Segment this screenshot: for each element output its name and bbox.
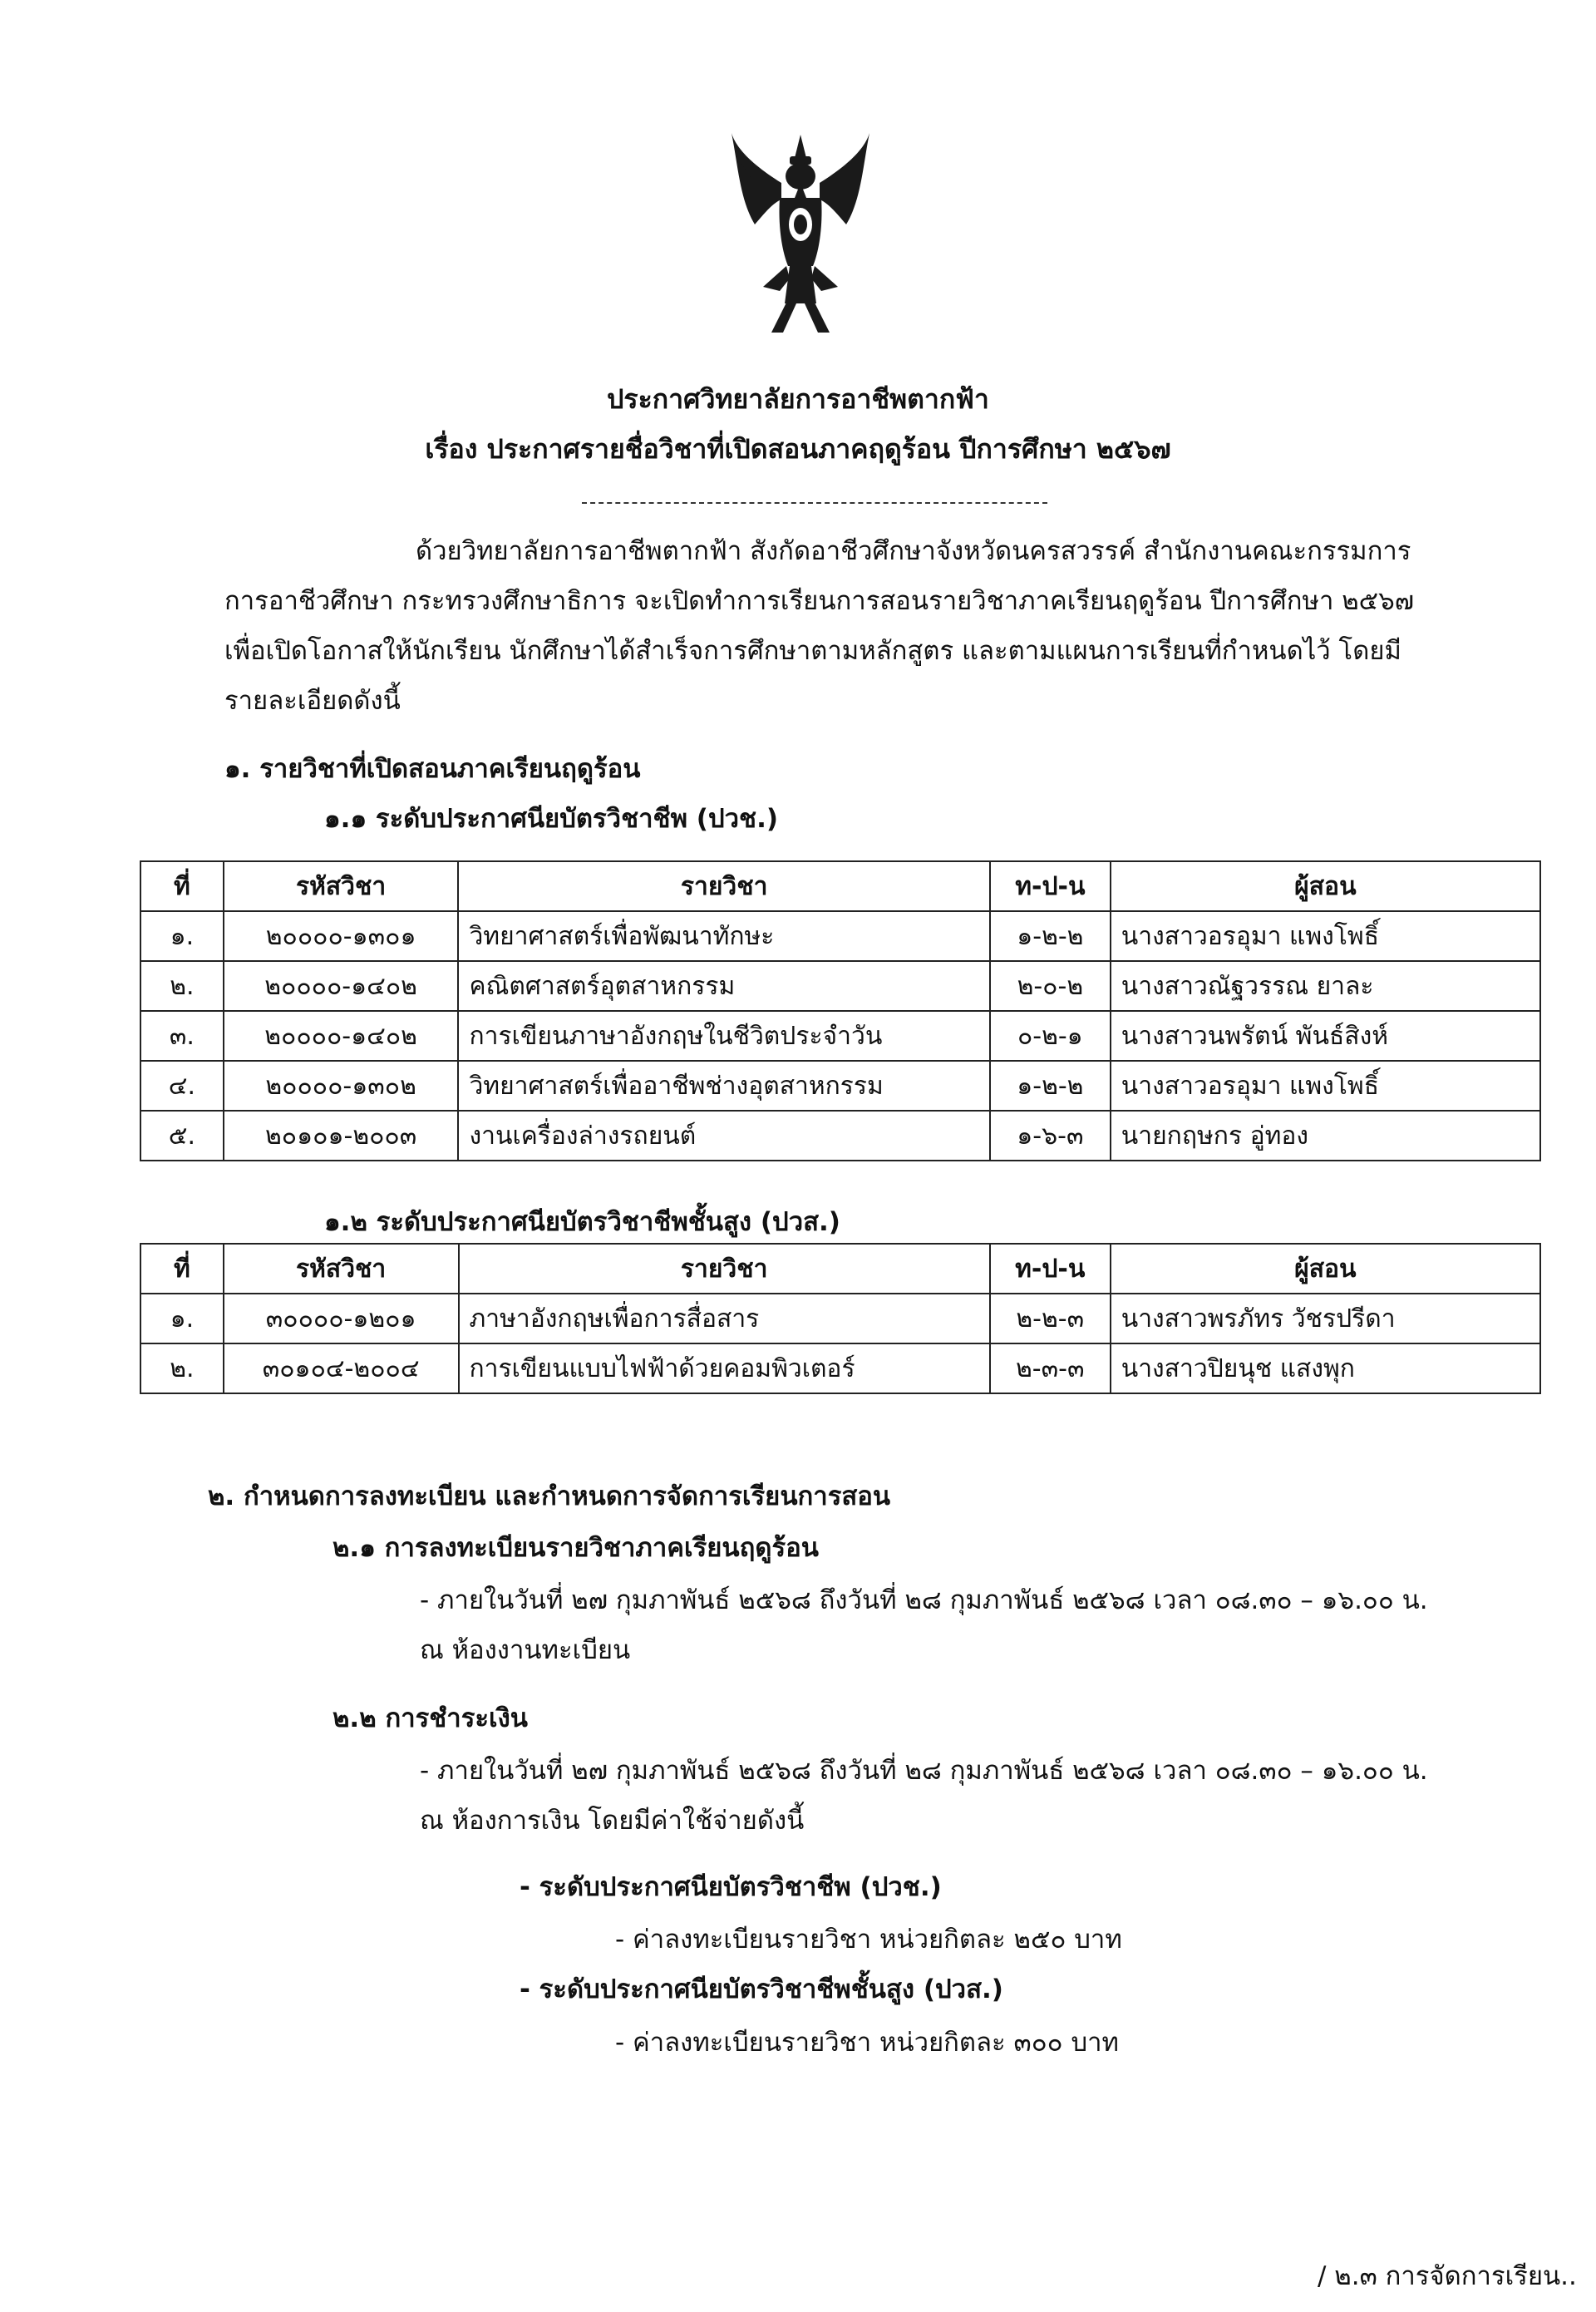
- cell-teacher: นายกฤษกร อู่ทอง: [1111, 1111, 1540, 1161]
- cell-no: ๑.: [140, 911, 224, 961]
- col-subject: รายวิชา: [459, 1244, 990, 1294]
- cell-no: ๑.: [140, 1294, 224, 1343]
- section1-sub1-heading: ๑.๑ ระดับประกาศนียบัตรวิชาชีพ (ปวช.): [324, 804, 779, 834]
- fee-level-vocational: - ระดับประกาศนียบัตรวิชาชีพ (ปวช.): [520, 1872, 942, 1902]
- continued-next-page: / ๒.๓ การจัดการเรียน..: [1318, 2261, 1577, 2291]
- cell-credits: ๒-๓-๓: [990, 1343, 1111, 1393]
- cell-subject: คณิตศาสตร์อุตสาหกรรม: [458, 961, 989, 1011]
- col-credits: ท-ป-น: [990, 861, 1111, 911]
- table-header-row: [140, 861, 1540, 911]
- intro-line-3: เพื่อเปิดโอกาสให้นักเรียน นักศึกษาได้สำเร็จการศึกษาตามหลักสูตร และตามแผนการเรียนที่กำหนดไว้ โดยมี: [224, 636, 1401, 666]
- table-vocational-certificate: [140, 860, 1541, 1161]
- cell-no: ๒.: [140, 1343, 224, 1393]
- section1-sub2-heading: ๑.๒ ระดับประกาศนียบัตรวิชาชีพชั้นสูง (ปวส.): [324, 1207, 840, 1237]
- section2-sub1-heading: ๒.๑ การลงทะเบียนรายวิชาภาคเรียนฤดูร้อน: [332, 1533, 819, 1563]
- cell-subject: วิทยาศาสตร์เพื่อพัฒนาทักษะ: [458, 911, 989, 961]
- registration-location: ณ ห้องงานทะเบียน: [420, 1635, 631, 1665]
- cell-no: ๕.: [140, 1111, 224, 1161]
- garuda-emblem: [730, 133, 871, 337]
- col-credits: ท-ป-น: [990, 1244, 1111, 1294]
- cell-credits: ๐-๒-๑: [990, 1011, 1111, 1061]
- intro-line-4: รายละเอียดดังนี้: [224, 686, 401, 716]
- cell-teacher: นางสาวณัฐวรรณ ยาละ: [1111, 961, 1540, 1011]
- fee-level-higher-vocational: - ระดับประกาศนียบัตรวิชาชีพชั้นสูง (ปวส.): [520, 1974, 1003, 2004]
- cell-code: ๒๐๐๐๐-๑๔๐๒: [224, 1011, 459, 1061]
- fee-detail-vocational: - ค่าลงทะเบียนรายวิชา หน่วยกิตละ ๒๕๐ บาท: [615, 1925, 1122, 1955]
- cell-credits: ๑-๖-๓: [990, 1111, 1111, 1161]
- cell-teacher: นางสาวปิยนุช แสงพุก: [1111, 1343, 1540, 1393]
- cell-teacher: นางสาวพรภัทร วัชรปรีดา: [1111, 1294, 1540, 1343]
- col-teacher: ผู้สอน: [1111, 861, 1540, 911]
- cell-credits: ๑-๒-๒: [990, 911, 1111, 961]
- table-higher-vocational-certificate: [140, 1243, 1541, 1394]
- cell-credits: ๑-๒-๒: [990, 1061, 1111, 1111]
- announcement-title: ประกาศวิทยาลัยการอาชีพตากฟ้า: [607, 383, 989, 415]
- intro-line-1: ด้วยวิทยาลัยการอาชีพตากฟ้า สังกัดอาชีวศึกษาจังหวัดนครสวรรค์ สำนักงานคณะกรรมการ: [416, 536, 1411, 566]
- col-no: ที่: [140, 1244, 224, 1294]
- section2-heading: ๒. กำหนดการลงทะเบียน และกำหนดการจัดการเรียนการสอน: [208, 1481, 891, 1511]
- cell-subject: วิทยาศาสตร์เพื่ออาชีพช่างอุตสาหกรรม: [458, 1061, 989, 1111]
- registration-date-line: - ภายในวันที่ ๒๗ กุมภาพันธ์ ๒๕๖๘ ถึงวันที่ ๒๘ กุมภาพันธ์ ๒๕๖๘ เวลา ๐๘.๓๐ – ๑๖.๐๐ น.: [420, 1585, 1428, 1615]
- table-row: [140, 961, 1540, 1011]
- col-no: ที่: [140, 861, 224, 911]
- cell-credits: ๒-๒-๓: [990, 1294, 1111, 1343]
- cell-code: ๒๐๐๐๐-๑๓๐๒: [224, 1061, 459, 1111]
- col-subject: รายวิชา: [458, 861, 989, 911]
- table-row: [140, 1294, 1540, 1343]
- cell-teacher: นางสาวอรอุมา แพงโพธิ์: [1111, 1061, 1540, 1111]
- table-header-row: [140, 1244, 1540, 1294]
- cell-no: ๔.: [140, 1061, 224, 1111]
- intro-line-2: การอาชีวศึกษา กระทรวงศึกษาธิการ จะเปิดทำการเรียนการสอนรายวิชาภาคเรียนฤดูร้อน ปีการศึกษา ๒๕๖๗: [224, 586, 1415, 616]
- cell-subject: การเขียนภาษาอังกฤษในชีวิตประจำวัน: [458, 1011, 989, 1061]
- table-row: [140, 1061, 1540, 1111]
- payment-location: ณ ห้องการเงิน โดยมีค่าใช้จ่ายดังนี้: [420, 1806, 805, 1836]
- cell-code: ๓๐๐๐๐-๑๒๐๑: [224, 1294, 459, 1343]
- col-code: รหัสวิชา: [224, 1244, 459, 1294]
- cell-teacher: นางสาวนพรัตน์ พันธ์สิงห์: [1111, 1011, 1540, 1061]
- cell-credits: ๒-๐-๒: [990, 961, 1111, 1011]
- fee-detail-higher-vocational: - ค่าลงทะเบียนรายวิชา หน่วยกิตละ ๓๐๐ บาท: [615, 2028, 1119, 2058]
- title-divider: [582, 502, 1047, 504]
- section2-sub2-heading: ๒.๒ การชำระเงิน: [332, 1703, 528, 1733]
- cell-code: ๓๐๑๐๔-๒๐๐๔: [224, 1343, 459, 1393]
- cell-teacher: นางสาวอรอุมา แพงโพธิ์: [1111, 911, 1540, 961]
- cell-code: ๒๐๑๐๑-๒๐๐๓: [224, 1111, 459, 1161]
- col-code: รหัสวิชา: [224, 861, 459, 911]
- table-row: [140, 1111, 1540, 1161]
- cell-subject: การเขียนแบบไฟฟ้าด้วยคอมพิวเตอร์: [459, 1343, 990, 1393]
- announcement-subject: เรื่อง ประกาศรายชื่อวิชาที่เปิดสอนภาคฤดูร้อน ปีการศึกษา ๒๕๖๗: [425, 433, 1171, 465]
- cell-subject: ภาษาอังกฤษเพื่อการสื่อสาร: [459, 1294, 990, 1343]
- payment-date-line: - ภายในวันที่ ๒๗ กุมภาพันธ์ ๒๕๖๘ ถึงวันที่ ๒๘ กุมภาพันธ์ ๒๕๖๘ เวลา ๐๘.๓๐ – ๑๖.๐๐ น.: [420, 1756, 1428, 1786]
- section1-heading: ๑. รายวิชาที่เปิดสอนภาคเรียนฤดูร้อน: [224, 754, 641, 784]
- cell-no: ๓.: [140, 1011, 224, 1061]
- table-row: [140, 1011, 1540, 1061]
- cell-code: ๒๐๐๐๐-๑๓๐๑: [224, 911, 459, 961]
- cell-no: ๒.: [140, 961, 224, 1011]
- cell-code: ๒๐๐๐๐-๑๔๐๒: [224, 961, 459, 1011]
- table-row: [140, 1343, 1540, 1393]
- table-row: [140, 911, 1540, 961]
- cell-subject: งานเครื่องล่างรถยนต์: [458, 1111, 989, 1161]
- col-teacher: ผู้สอน: [1111, 1244, 1540, 1294]
